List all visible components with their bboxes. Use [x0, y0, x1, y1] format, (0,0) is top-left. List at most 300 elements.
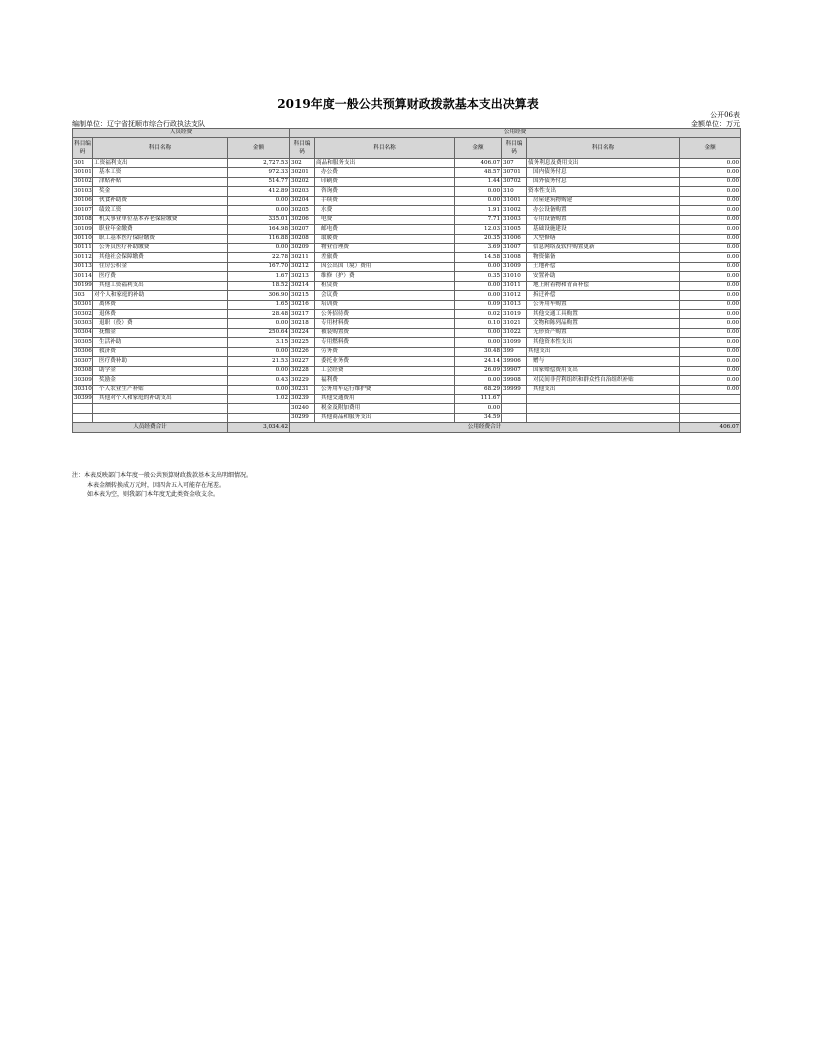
public-amount-a: 406.07	[455, 159, 502, 168]
personnel-name: 个人农业生产补贴	[93, 385, 228, 394]
public-code-a: 30227	[290, 357, 315, 366]
public-name-b: 公务用车购置	[527, 300, 680, 309]
personnel-code	[73, 404, 93, 413]
public-amount-a: 30.48	[455, 347, 502, 356]
public-name-a: 手续费	[315, 196, 455, 205]
public-name-a: 专用材料费	[315, 319, 455, 328]
personnel-name: 基本工资	[93, 168, 228, 177]
totals-row	[73, 423, 741, 432]
public-amount-a: 0.10	[455, 319, 502, 328]
public-amount-a: 0.00	[455, 196, 502, 205]
public-amount-b: 0.00	[680, 300, 741, 309]
public-code-a: 30215	[290, 291, 315, 300]
public-name-a: 租赁费	[315, 281, 455, 290]
personnel-name: 奖金	[93, 187, 228, 196]
public-amount-b: 0.00	[680, 347, 741, 356]
personnel-name: 职工基本医疗保险缴费	[93, 234, 228, 243]
table-row	[73, 328, 741, 337]
public-code-a: 30229	[290, 376, 315, 385]
public-name-b: 其他资本性支出	[527, 338, 680, 347]
personnel-name: 离休费	[93, 300, 228, 309]
personnel-code: 30101	[73, 168, 93, 177]
public-code-b: 39999	[502, 385, 527, 394]
public-code-a: 30225	[290, 338, 315, 347]
col-name: 科目名称	[527, 138, 680, 159]
table-row	[73, 206, 741, 215]
public-header: 公用经费	[290, 129, 741, 138]
personnel-name: 奖励金	[93, 376, 228, 385]
personnel-header: 人员经费	[73, 129, 290, 138]
public-name-a: 咨询费	[315, 187, 455, 196]
public-code-b: 31019	[502, 310, 527, 319]
personnel-code: 30310	[73, 385, 93, 394]
public-code-b: 39906	[502, 357, 527, 366]
public-amount-a: 1.44	[455, 177, 502, 186]
public-name-b	[527, 394, 680, 403]
public-name-b: 物资储备	[527, 253, 680, 262]
public-name-a: 因公出国（境）费用	[315, 262, 455, 271]
public-amount-b: 0.00	[680, 225, 741, 234]
public-amount-b: 0.00	[680, 159, 741, 168]
personnel-name: 住房公积金	[93, 262, 228, 271]
public-amount-b: 0.00	[680, 376, 741, 385]
public-amount-a: 1.91	[455, 206, 502, 215]
public-name-a: 劳务费	[315, 347, 455, 356]
personnel-code: 30303	[73, 319, 93, 328]
table-row	[73, 215, 741, 224]
personnel-code: 30309	[73, 376, 93, 385]
public-code-a: 30206	[290, 215, 315, 224]
table-row	[73, 300, 741, 309]
public-total-label: 公用经费合计	[290, 423, 680, 432]
col-code: 科目编码	[73, 138, 93, 159]
public-amount-b: 0.00	[680, 357, 741, 366]
public-name-b: 国外债务付息	[527, 177, 680, 186]
personnel-name: 其他工资福利支出	[93, 281, 228, 290]
personnel-amount: 0.00	[228, 243, 290, 252]
table-row	[73, 243, 741, 252]
table-row	[73, 272, 741, 281]
personnel-code: 30399	[73, 394, 93, 403]
page-title: 2019年度一般公共预算财政拨款基本支出决算表	[277, 97, 539, 111]
personnel-name: 医疗费补助	[93, 357, 228, 366]
public-code-a: 302	[290, 159, 315, 168]
public-name-b: 债务利息及费用支出	[527, 159, 680, 168]
personnel-amount: 412.89	[228, 187, 290, 196]
public-amount-a: 0.00	[455, 187, 502, 196]
public-name-a: 被装购置费	[315, 328, 455, 337]
col-code: 科目编码	[502, 138, 527, 159]
public-amount-a: 24.14	[455, 357, 502, 366]
table-row	[73, 159, 741, 168]
notes	[72, 471, 252, 500]
public-name-a: 其他交通费用	[315, 394, 455, 403]
table-row	[73, 376, 741, 385]
col-name: 科目名称	[315, 138, 455, 159]
public-code-b: 307	[502, 159, 527, 168]
personnel-name: 工资福利支出	[93, 159, 228, 168]
public-name-b: 地上附着物和青苗补偿	[527, 281, 680, 290]
public-code-b: 31001	[502, 196, 527, 205]
public-name-a: 福利费	[315, 376, 455, 385]
expenditure-table	[72, 128, 741, 433]
personnel-name: 对个人和家庭的补助	[93, 291, 228, 300]
col-name: 科目名称	[93, 138, 228, 159]
public-name-a: 物业管理费	[315, 243, 455, 252]
table-row	[73, 394, 741, 403]
personnel-amount: 306.90	[228, 291, 290, 300]
personnel-name: 生活补助	[93, 338, 228, 347]
public-code-b: 31099	[502, 338, 527, 347]
public-code-b: 31009	[502, 262, 527, 271]
public-name-b: 土地补偿	[527, 262, 680, 271]
personnel-name: 助学金	[93, 366, 228, 375]
public-amount-a: 3.69	[455, 243, 502, 252]
public-amount-a: 0.02	[455, 310, 502, 319]
public-amount-b: 0.00	[680, 196, 741, 205]
table-row	[73, 310, 741, 319]
public-code-b	[502, 394, 527, 403]
personnel-code: 30102	[73, 177, 93, 186]
personnel-amount: 28.48	[228, 310, 290, 319]
table-row	[73, 187, 741, 196]
personnel-name: 其他对个人和家庭的补助支出	[93, 394, 228, 403]
public-amount-a: 0.00	[455, 404, 502, 413]
public-code-a: 30214	[290, 281, 315, 290]
public-name-a: 取暖费	[315, 234, 455, 243]
public-name-b: 拆迁补偿	[527, 291, 680, 300]
public-amount-a: 0.09	[455, 300, 502, 309]
public-code-b	[502, 413, 527, 422]
public-amount-b: 0.00	[680, 215, 741, 224]
public-amount-a: 34.59	[455, 413, 502, 422]
public-code-b: 31007	[502, 243, 527, 252]
public-name-b: 信息网络及软件购置更新	[527, 243, 680, 252]
personnel-name: 退职（役）费	[93, 319, 228, 328]
header-row-groups	[73, 129, 741, 138]
personnel-amount: 1.02	[228, 394, 290, 403]
col-amount: 金额	[680, 138, 741, 159]
public-amount-b: 0.00	[680, 272, 741, 281]
public-amount-b: 0.00	[680, 168, 741, 177]
public-name-a: 委托业务费	[315, 357, 455, 366]
public-amount-a: 14.58	[455, 253, 502, 262]
personnel-amount: 335.01	[228, 215, 290, 224]
public-amount-b: 0.00	[680, 253, 741, 262]
public-amount-a: 0.00	[455, 291, 502, 300]
unit-row	[72, 119, 740, 128]
public-amount-b: 0.00	[680, 187, 741, 196]
personnel-amount: 0.00	[228, 319, 290, 328]
public-code-b: 31012	[502, 291, 527, 300]
public-name-b: 赠与	[527, 357, 680, 366]
personnel-amount: 22.78	[228, 253, 290, 262]
public-code-b: 310	[502, 187, 527, 196]
personnel-code: 30112	[73, 253, 93, 262]
personnel-amount: 0.00	[228, 385, 290, 394]
table-row	[73, 262, 741, 271]
public-code-a: 30240	[290, 404, 315, 413]
note-line: 注：本表反映部门本年度一般公共预算财政拨款基本支出明细情况。	[72, 472, 253, 479]
public-code-a: 30211	[290, 253, 315, 262]
public-amount-b: 0.00	[680, 385, 741, 394]
public-name-a: 维修（护）费	[315, 272, 455, 281]
personnel-amount: 0.00	[228, 206, 290, 215]
personnel-code: 30107	[73, 206, 93, 215]
public-amount-a: 0.35	[455, 272, 502, 281]
public-name-b: 大型修缮	[527, 234, 680, 243]
public-name-a: 工会经费	[315, 366, 455, 375]
public-name-b: 基础设施建设	[527, 225, 680, 234]
personnel-name: 机关事业单位基本养老保险缴费	[93, 215, 228, 224]
public-code-a: 30299	[290, 413, 315, 422]
public-name-b: 房屋建筑物购建	[527, 196, 680, 205]
personnel-name: 救济费	[93, 347, 228, 356]
public-code-b: 31022	[502, 328, 527, 337]
public-amount-a: 12.03	[455, 225, 502, 234]
public-name-a: 培训费	[315, 300, 455, 309]
public-code-a: 30216	[290, 300, 315, 309]
table-row	[73, 319, 741, 328]
public-total-value: 406.07	[680, 423, 741, 432]
table-row	[73, 347, 741, 356]
personnel-code: 30307	[73, 357, 93, 366]
public-code-a: 30212	[290, 262, 315, 271]
public-amount-b: 0.00	[680, 281, 741, 290]
table-row	[73, 196, 741, 205]
public-name-a: 邮电费	[315, 225, 455, 234]
public-name-a: 商品和服务支出	[315, 159, 455, 168]
public-code-b: 31010	[502, 272, 527, 281]
public-amount-a: 48.57	[455, 168, 502, 177]
personnel-amount: 1.67	[228, 272, 290, 281]
public-amount-a: 111.67	[455, 394, 502, 403]
public-name-a: 税金及附加费用	[315, 404, 455, 413]
table-row	[73, 357, 741, 366]
personnel-amount: 116.88	[228, 234, 290, 243]
public-amount-a: 20.35	[455, 234, 502, 243]
table-row	[73, 338, 741, 347]
table-row	[73, 366, 741, 375]
public-code-a: 30224	[290, 328, 315, 337]
public-code-a: 30202	[290, 177, 315, 186]
personnel-name: 医疗费	[93, 272, 228, 281]
public-code-a: 30213	[290, 272, 315, 281]
personnel-name	[93, 404, 228, 413]
personnel-name: 绩效工资	[93, 206, 228, 215]
personnel-code: 303	[73, 291, 93, 300]
col-amount: 金额	[228, 138, 290, 159]
public-code-a: 30226	[290, 347, 315, 356]
personnel-amount: 167.70	[228, 262, 290, 271]
public-amount-b: 0.00	[680, 206, 741, 215]
public-amount-a: 0.00	[455, 376, 502, 385]
table-row	[73, 168, 741, 177]
public-name-a: 会议费	[315, 291, 455, 300]
personnel-code: 30304	[73, 328, 93, 337]
public-amount-b: 0.00	[680, 234, 741, 243]
public-code-a: 30203	[290, 187, 315, 196]
public-amount-b	[680, 394, 741, 403]
personnel-code: 30109	[73, 225, 93, 234]
public-name-b: 对民间非营利组织和群众性自治组织补贴	[527, 376, 680, 385]
public-code-a: 30201	[290, 168, 315, 177]
personnel-code	[73, 413, 93, 422]
public-name-a: 电费	[315, 215, 455, 224]
form-number: 公开06表	[710, 111, 740, 119]
public-code-b: 31021	[502, 319, 527, 328]
public-name-b: 无形资产购置	[527, 328, 680, 337]
personnel-code: 30306	[73, 347, 93, 356]
public-name-a: 水费	[315, 206, 455, 215]
public-amount-a: 0.00	[455, 262, 502, 271]
public-code-a: 30204	[290, 196, 315, 205]
personnel-code: 30111	[73, 243, 93, 252]
public-code-a: 30209	[290, 243, 315, 252]
public-code-a: 30217	[290, 310, 315, 319]
personnel-code: 30199	[73, 281, 93, 290]
public-amount-b: 0.00	[680, 291, 741, 300]
table-row	[73, 385, 741, 394]
public-name-b: 办公设备购置	[527, 206, 680, 215]
public-name-b: 专用设备购置	[527, 215, 680, 224]
table-row	[73, 404, 741, 413]
public-code-a: 30239	[290, 394, 315, 403]
personnel-amount: 0.00	[228, 196, 290, 205]
public-amount-a: 26.09	[455, 366, 502, 375]
public-code-b: 39908	[502, 376, 527, 385]
public-name-b: 其他支出	[527, 385, 680, 394]
personnel-code: 30103	[73, 187, 93, 196]
public-name-a: 公务用车运行维护费	[315, 385, 455, 394]
personnel-amount: 1.65	[228, 300, 290, 309]
public-amount-b: 0.00	[680, 328, 741, 337]
public-name-b: 其他支出	[527, 347, 680, 356]
table-row	[73, 234, 741, 243]
public-code-a: 30205	[290, 206, 315, 215]
personnel-total-value: 3,034.42	[228, 423, 290, 432]
public-code-b: 31006	[502, 234, 527, 243]
personnel-code: 301	[73, 159, 93, 168]
public-code-b: 31002	[502, 206, 527, 215]
public-amount-b: 0.00	[680, 177, 741, 186]
public-amount-b	[680, 404, 741, 413]
public-name-a: 差旅费	[315, 253, 455, 262]
personnel-code: 30308	[73, 366, 93, 375]
public-code-b: 31005	[502, 225, 527, 234]
table-row	[73, 225, 741, 234]
public-code-b: 31011	[502, 281, 527, 290]
personnel-amount: 972.33	[228, 168, 290, 177]
public-code-b	[502, 404, 527, 413]
public-name-b: 安置补助	[527, 272, 680, 281]
personnel-name: 职业年金缴费	[93, 225, 228, 234]
personnel-amount	[228, 404, 290, 413]
personnel-code: 30110	[73, 234, 93, 243]
personnel-amount: 514.77	[228, 177, 290, 186]
public-amount-b: 0.00	[680, 243, 741, 252]
personnel-name: 伙食补助费	[93, 196, 228, 205]
public-code-b: 30701	[502, 168, 527, 177]
public-code-a: 30207	[290, 225, 315, 234]
public-amount-b: 0.00	[680, 319, 741, 328]
public-name-a: 专用燃料费	[315, 338, 455, 347]
public-name-a: 办公费	[315, 168, 455, 177]
public-name-b	[527, 404, 680, 413]
public-code-a: 30208	[290, 234, 315, 243]
personnel-amount: 0.00	[228, 366, 290, 375]
col-amount: 金额	[455, 138, 502, 159]
personnel-code: 30108	[73, 215, 93, 224]
public-name-b: 国内债务付息	[527, 168, 680, 177]
public-name-b	[527, 413, 680, 422]
header-row-columns	[73, 138, 741, 159]
note-line: 如本表为空，则我部门本年度无此类资金收支余。	[87, 491, 220, 498]
compiling-unit: 编制单位：辽宁省抚顺市综合行政执法支队	[72, 120, 205, 128]
public-code-b: 399	[502, 347, 527, 356]
public-amount-a: 68.29	[455, 385, 502, 394]
note-line: 本表金额转换成万元时，因四舍五入可能存在尾差。	[87, 481, 226, 489]
personnel-amount: 2,727.53	[228, 159, 290, 168]
table-row	[73, 253, 741, 262]
personnel-code: 30301	[73, 300, 93, 309]
public-amount-a: 0.00	[455, 338, 502, 347]
personnel-name: 抚恤金	[93, 328, 228, 337]
public-name-a: 其他商品和服务支出	[315, 413, 455, 422]
public-code-b: 31013	[502, 300, 527, 309]
personnel-name: 退休费	[93, 310, 228, 319]
personnel-amount: 0.43	[228, 376, 290, 385]
personnel-code: 30305	[73, 338, 93, 347]
public-code-b: 39907	[502, 366, 527, 375]
col-code: 科目编码	[290, 138, 315, 159]
personnel-code: 30113	[73, 262, 93, 271]
personnel-amount: 21.53	[228, 357, 290, 366]
public-code-a: 30218	[290, 319, 315, 328]
personnel-amount: 3.15	[228, 338, 290, 347]
personnel-amount: 0.00	[228, 347, 290, 356]
public-amount-a: 7.71	[455, 215, 502, 224]
personnel-amount: 164.98	[228, 225, 290, 234]
personnel-amount: 18.52	[228, 281, 290, 290]
personnel-code: 30106	[73, 196, 93, 205]
public-name-b: 国家赔偿费用支出	[527, 366, 680, 375]
personnel-name	[93, 413, 228, 422]
personnel-name: 其他社会保障缴费	[93, 253, 228, 262]
personnel-amount	[228, 413, 290, 422]
personnel-code: 30302	[73, 310, 93, 319]
table-row	[73, 291, 741, 300]
personnel-code: 30114	[73, 272, 93, 281]
public-amount-b: 0.00	[680, 338, 741, 347]
public-name-b: 其他交通工具购置	[527, 310, 680, 319]
public-code-b: 31008	[502, 253, 527, 262]
public-amount-a: 0.00	[455, 328, 502, 337]
table-body	[73, 159, 741, 423]
public-amount-b	[680, 413, 741, 422]
public-name-b: 文物和陈列品购置	[527, 319, 680, 328]
personnel-name: 津贴补贴	[93, 177, 228, 186]
table-row	[73, 281, 741, 290]
table-row	[73, 177, 741, 186]
table-row	[73, 413, 741, 422]
public-amount-b: 0.00	[680, 310, 741, 319]
personnel-name: 公务员医疗补助缴费	[93, 243, 228, 252]
personnel-total-label: 人员经费合计	[73, 423, 228, 432]
money-unit: 金额单位：万元	[691, 120, 740, 128]
public-amount-b: 0.00	[680, 366, 741, 375]
public-code-a: 30231	[290, 385, 315, 394]
